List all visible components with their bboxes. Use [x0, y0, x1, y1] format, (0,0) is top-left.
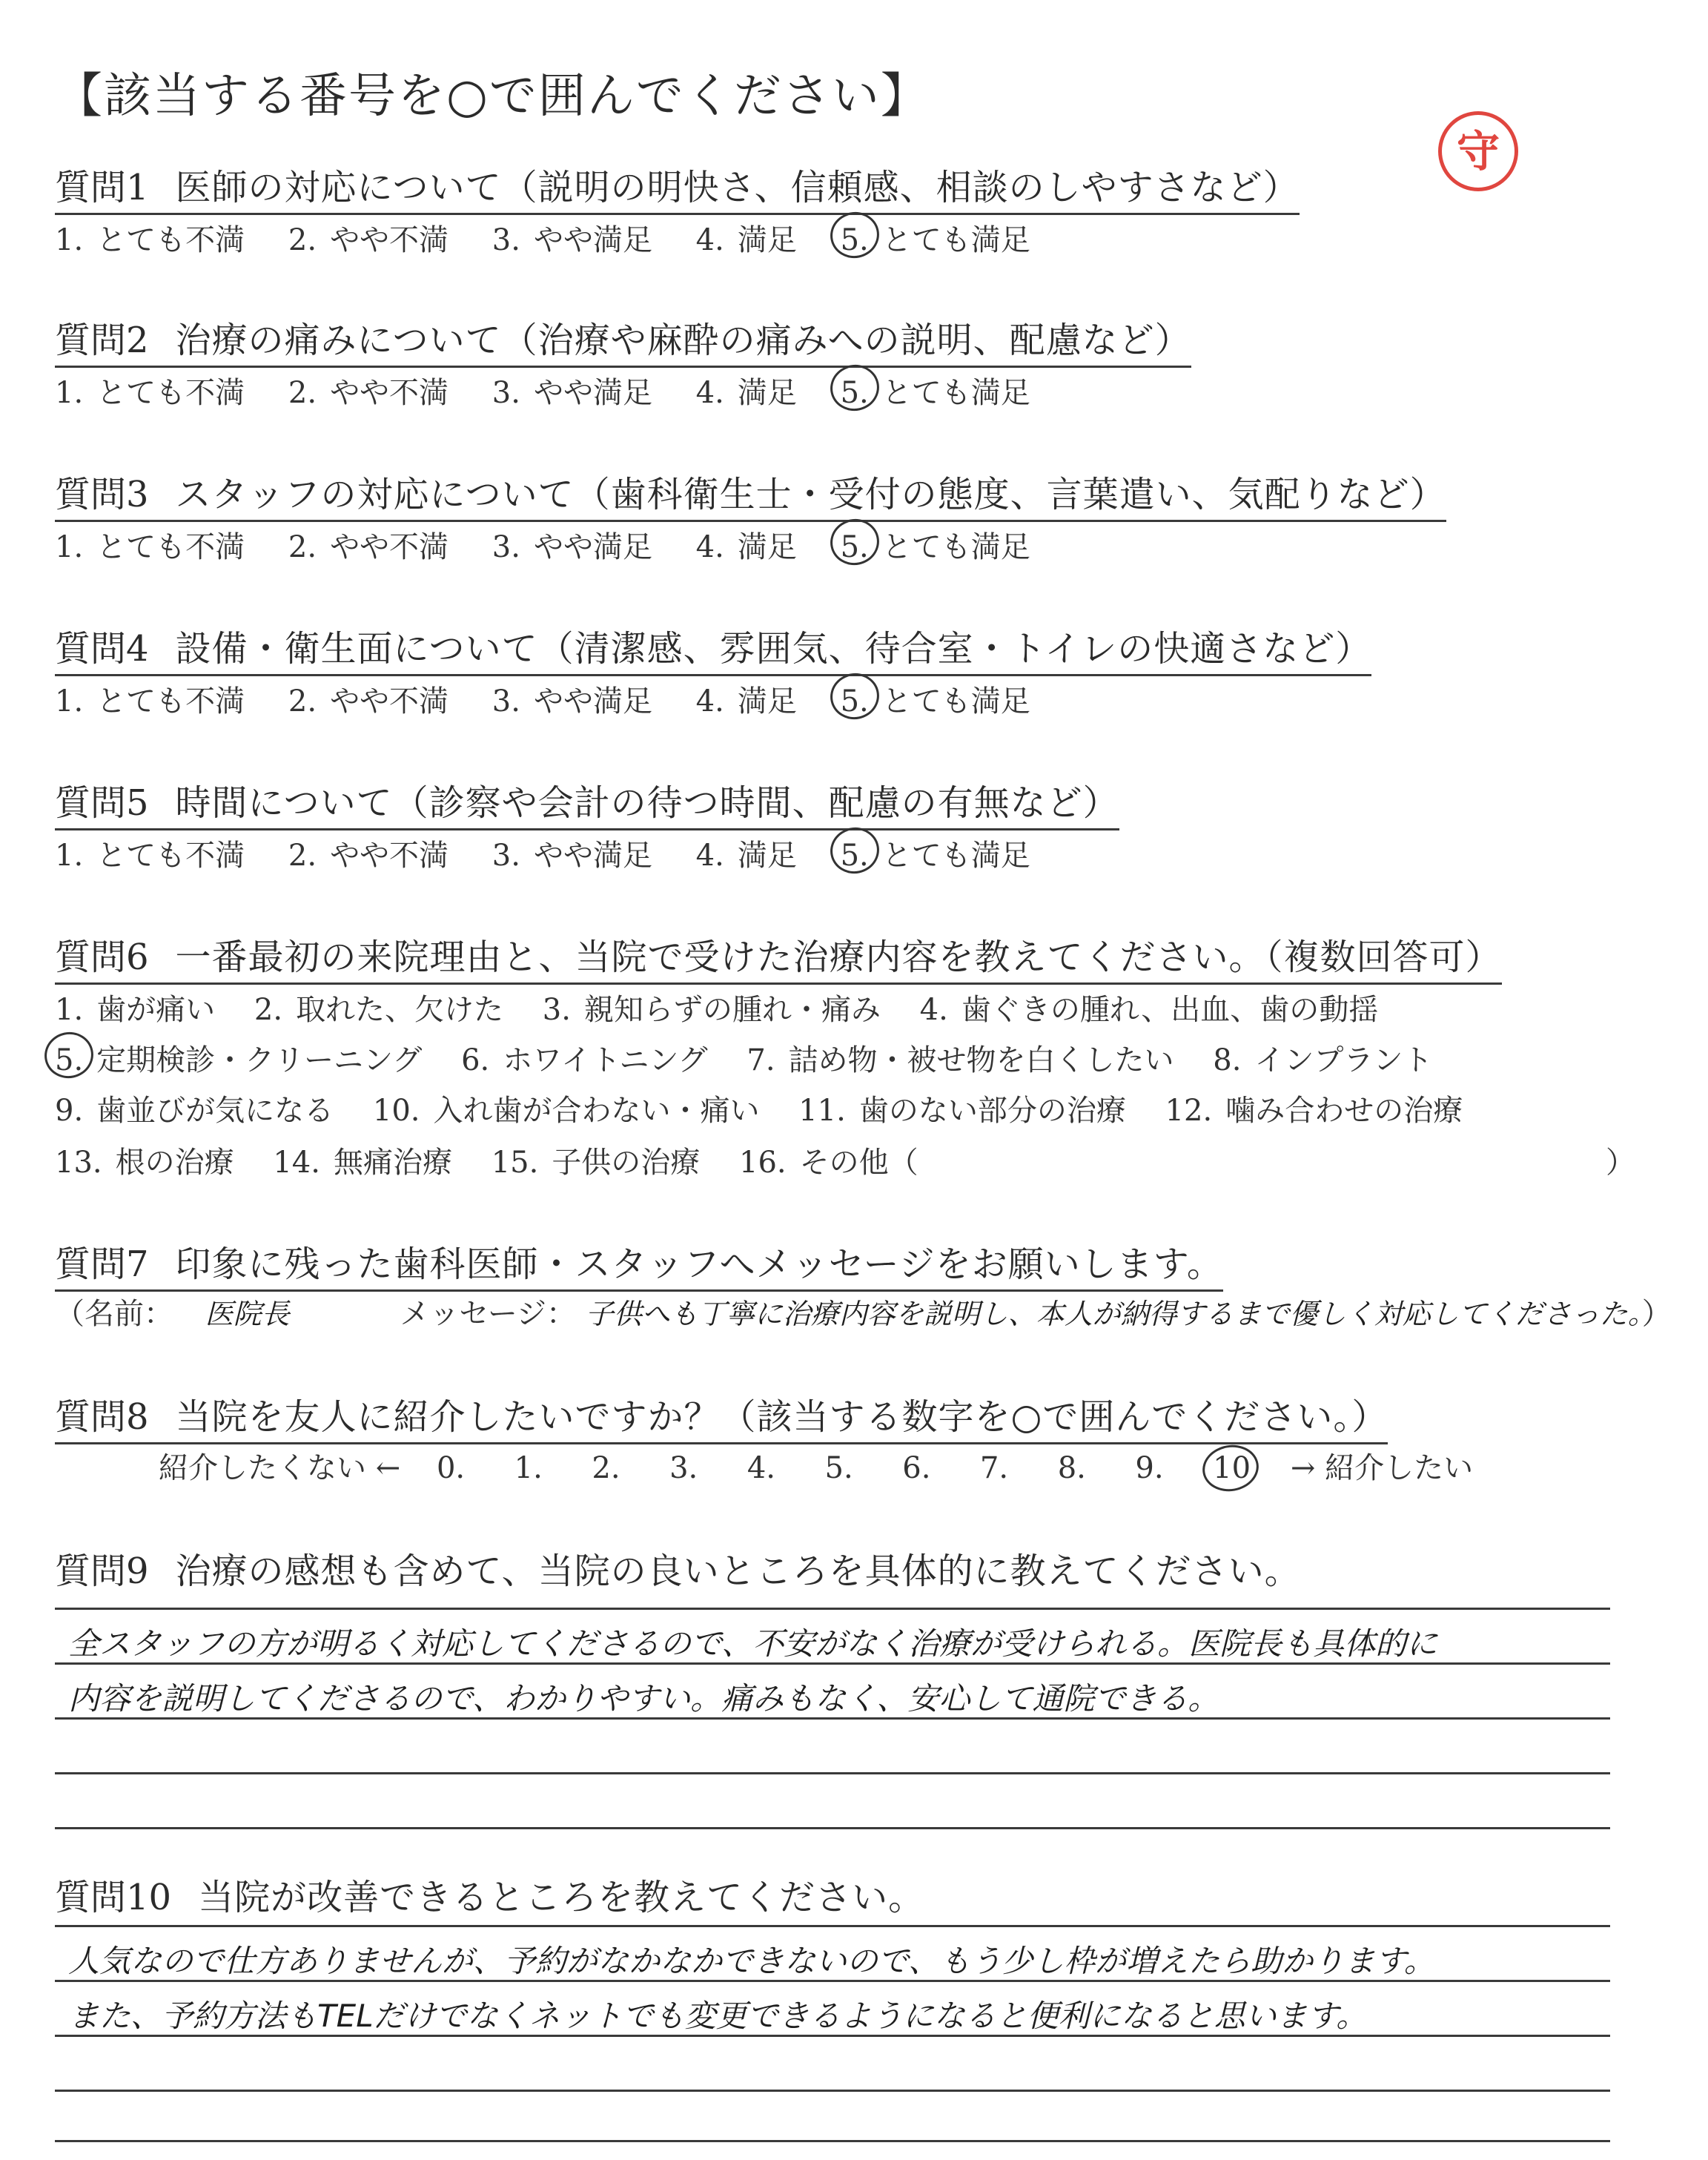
rating-option[interactable]: 2. やや不満	[288, 223, 449, 257]
question-10	[55, 1869, 924, 1923]
scale-option[interactable]: 5.	[824, 1451, 853, 1485]
reason-option[interactable]: 15. 子供の治療	[491, 1146, 701, 1180]
question-number: 質問1	[55, 167, 149, 208]
page-title: 【該当する番号を○で囲んでください】	[55, 69, 930, 124]
reason-option[interactable]: 14. 無痛治療	[273, 1146, 452, 1180]
scale-option[interactable]: 1.	[514, 1451, 543, 1485]
scale-option[interactable]: 9.	[1135, 1451, 1164, 1485]
reason-option-other[interactable]: 16. その他（	[739, 1146, 918, 1180]
rating-option[interactable]: 2. やや不満	[288, 684, 449, 719]
reason-option[interactable]: 1. 歯が痛い	[55, 993, 216, 1027]
rating-option[interactable]: 2. やや不満	[288, 839, 449, 873]
question-4	[55, 620, 1371, 676]
question-text: 設備・衛生面について（清潔感、雰囲気、待合室・トイレの快適さなど）	[175, 628, 1372, 670]
question-6	[55, 928, 1502, 985]
question-6-row-3	[55, 1087, 1492, 1129]
reason-option[interactable]: 2. 取れた、欠けた	[254, 993, 504, 1027]
question-9	[55, 1542, 1301, 1596]
question-6-row-2	[55, 1037, 1462, 1079]
scale-left-label: 紹介したくない ←	[159, 1451, 401, 1485]
rating-option-selected[interactable]: 5. とても満足	[840, 684, 1030, 719]
rating-option-selected[interactable]: 5. とても満足	[840, 223, 1030, 257]
message-close-paren: ）	[1641, 1297, 1672, 1331]
message-value[interactable]: 子供へも丁寧に治療内容を説明し、本人が納得するまで優しく対応してくださった。	[585, 1298, 1642, 1330]
reason-option[interactable]: 3. 親知らずの腫れ・痛み	[542, 993, 881, 1027]
question-text: 当院を友人に紹介したいですか？（該当する数字を○で囲んでください。）	[175, 1396, 1388, 1438]
scale-right-label: → 紹介したい	[1290, 1451, 1474, 1485]
question-number: 質問5	[55, 782, 149, 824]
rating-option[interactable]: 3. やや満足	[491, 530, 652, 564]
question-number: 質問9	[55, 1550, 149, 1592]
reason-option[interactable]: 8. インプラント	[1213, 1043, 1433, 1077]
answer-line	[55, 1717, 1610, 1720]
q10-answer-line-1[interactable]: 人気なので仕方ありませんが、予約がなかなかできないので、もう少し枠が増えたら助かります。	[68, 1943, 1435, 1979]
reason-option[interactable]: 10. 入れ歯が合わない・痛い	[372, 1094, 760, 1128]
rating-option-selected[interactable]: 5. とても満足	[840, 376, 1030, 410]
reason-option[interactable]: 7. 詰め物・被せ物を白くしたい	[747, 1043, 1174, 1077]
rating-option-selected[interactable]: 5. とても満足	[840, 839, 1030, 873]
question-3-options	[55, 524, 1065, 566]
rating-option[interactable]: 3. やや満足	[491, 839, 652, 873]
rating-option[interactable]: 2. やや不満	[288, 530, 449, 564]
rating-option[interactable]: 4. 満足	[695, 684, 797, 719]
scale-option[interactable]: 6.	[902, 1451, 931, 1485]
answer-line	[55, 1772, 1610, 1774]
rating-option[interactable]: 4. 満足	[695, 376, 797, 410]
question-number: 質問3	[55, 474, 149, 515]
name-label: （名前：	[55, 1297, 173, 1331]
question-number: 質問2	[55, 320, 149, 361]
name-value[interactable]: 医院長	[205, 1298, 290, 1330]
reason-option[interactable]: 9. 歯並びが気になる	[55, 1094, 334, 1128]
rating-option[interactable]: 3. やや満足	[491, 684, 652, 719]
rating-option[interactable]: 2. やや不満	[288, 376, 449, 410]
rating-option[interactable]: 1. とても不満	[55, 684, 245, 719]
rating-option-selected[interactable]: 5. とても満足	[840, 530, 1030, 564]
question-2-options	[55, 369, 1065, 412]
rating-option[interactable]: 4. 満足	[695, 223, 797, 257]
rating-option[interactable]: 3. やや満足	[491, 223, 652, 257]
q10-answer-line-2[interactable]: また、予約方法もTELだけでなくネットでも変更できるようになると便利になると思います。	[68, 1998, 1368, 2034]
question-number: 質問7	[55, 1244, 149, 1285]
question-text: スタッフの対応について（歯科衛生士・受付の態度、言葉遣い、気配りなど）	[175, 474, 1446, 515]
question-7-answer	[55, 1290, 1672, 1332]
reason-option[interactable]: 12. 噛み合わせの治療	[1165, 1094, 1463, 1128]
question-8	[55, 1388, 1388, 1444]
scale-option[interactable]: 4.	[747, 1451, 775, 1485]
question-number: 質問8	[55, 1396, 149, 1438]
scale-option[interactable]: 8.	[1057, 1451, 1086, 1485]
question-text: 医師の対応について（説明の明快さ、信頼感、相談のしやすさなど）	[175, 167, 1300, 208]
question-6-row-1	[55, 986, 1408, 1028]
reason-option[interactable]: 13. 根の治療	[55, 1146, 234, 1180]
reason-option[interactable]: 6. ホワイトニング	[461, 1043, 708, 1077]
rating-option[interactable]: 3. やや満足	[491, 376, 652, 410]
answer-line	[55, 2140, 1610, 2142]
question-1	[55, 159, 1300, 215]
question-text: 治療の痛みについて（治療や麻酔の痛みへの説明、配慮など）	[175, 320, 1191, 361]
answer-line	[55, 1925, 1610, 1927]
answer-line	[55, 2035, 1610, 2037]
question-number: 質問6	[55, 937, 149, 978]
scale-option-selected[interactable]: 10	[1213, 1451, 1281, 1485]
question-number: 質問10	[55, 1877, 172, 1918]
q9-answer-line-1[interactable]: 全スタッフの方が明るく対応してくださるので、不安がなく治療が受けられる。医院長も具体的に	[68, 1625, 1438, 1662]
question-number: 質問4	[55, 628, 149, 670]
question-6-row-4	[55, 1139, 1634, 1181]
q9-answer-line-2[interactable]: 内容を説明してくださるので、わかりやすい。痛みもなく、安心して通院できる。	[68, 1680, 1219, 1717]
rating-option[interactable]: 1. とても不満	[55, 839, 245, 873]
question-7	[55, 1235, 1223, 1292]
question-text: 一番最初の来院理由と、当院で受けた治療内容を教えてください。（複数回答可）	[175, 937, 1502, 978]
question-text: 時間について（診察や会計の待つ時間、配慮の有無など）	[175, 782, 1119, 824]
reason-option-selected[interactable]: 5. 定期検診・クリーニング	[55, 1043, 423, 1077]
question-text: 当院が改善できるところを教えてください。	[198, 1877, 925, 1918]
question-2	[55, 311, 1191, 368]
message-label: メッセージ：	[400, 1297, 577, 1331]
scale-option[interactable]: 7.	[979, 1451, 1009, 1485]
reason-option[interactable]: 4. 歯ぐきの腫れ、出血、歯の動揺	[919, 993, 1379, 1027]
answer-line	[55, 2090, 1610, 2092]
answer-line	[55, 1662, 1610, 1665]
hanko-stamp: 守	[1438, 111, 1518, 191]
scale-option[interactable]: 0.	[436, 1451, 466, 1485]
question-1-options	[55, 217, 1065, 259]
recommend-scale	[159, 1444, 1473, 1487]
answer-line	[55, 1827, 1610, 1829]
answer-line	[55, 1608, 1610, 1610]
rating-option[interactable]: 1. とても不満	[55, 376, 245, 410]
scale-option[interactable]: 2.	[592, 1451, 620, 1485]
question-text: 治療の感想も含めて、当院の良いところを具体的に教えてください。	[175, 1550, 1301, 1592]
other-close-paren: ）	[1606, 1146, 1635, 1180]
question-3	[55, 466, 1446, 522]
rating-option[interactable]: 1. とても不満	[55, 530, 245, 564]
answer-line	[55, 1980, 1610, 1982]
rating-option[interactable]: 4. 満足	[695, 530, 797, 564]
scale-option[interactable]: 3.	[669, 1451, 698, 1485]
reason-option[interactable]: 11. 歯のない部分の治療	[798, 1094, 1126, 1128]
question-4-options	[55, 678, 1065, 720]
rating-option[interactable]: 1. とても不満	[55, 223, 245, 257]
rating-option[interactable]: 4. 満足	[695, 839, 797, 873]
question-text: 印象に残った歯科医師・スタッフへメッセージをお願いします。	[175, 1244, 1223, 1285]
question-5-options	[55, 832, 1065, 874]
question-5	[55, 774, 1119, 830]
